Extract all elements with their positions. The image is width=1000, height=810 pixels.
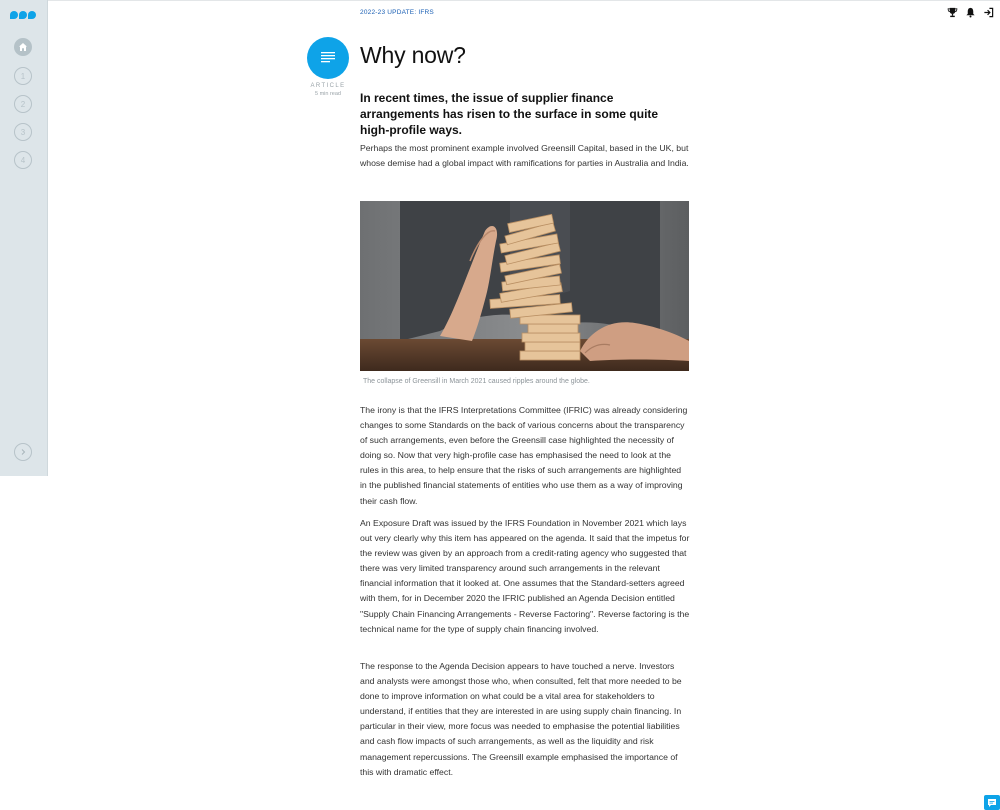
sidebar-step-3[interactable]: 3 (14, 123, 32, 141)
top-toolbar (947, 7, 994, 18)
image-caption: The collapse of Greensill in March 2021 caused ripples around the globe. (363, 378, 590, 385)
breadcrumb[interactable]: 2022-23 UPDATE: IFRS (360, 9, 434, 16)
read-time: 5 min read (315, 91, 341, 97)
article-type-label: ARTICLE (310, 83, 346, 89)
intro-paragraph: Perhaps the most prominent example involved Greensill Capital, based in the UK, but whose demise had a global impact with ramifications for parties in Australia and India. (360, 143, 689, 169)
sidebar-step-2[interactable]: 2 (14, 95, 32, 113)
logo-dot-3 (28, 11, 36, 19)
article-badge (307, 37, 349, 79)
logo-dot-1 (10, 11, 18, 19)
chat-icon (987, 798, 997, 808)
sidebar-next-button[interactable] (14, 443, 32, 461)
sidebar (0, 0, 48, 476)
sidebar-step-4[interactable]: 4 (14, 151, 32, 169)
lead-paragraph: In recent times, the issue of supplier finance arrangements has risen to the surface in some quite high-profile ways. (360, 91, 659, 137)
chat-button[interactable] (984, 795, 1000, 810)
sidebar-step-1[interactable]: 1 (14, 67, 32, 85)
article-lines-icon (319, 50, 337, 66)
bell-icon[interactable] (965, 7, 976, 18)
trophy-icon[interactable] (947, 7, 958, 18)
jenga-tower-illustration (360, 201, 689, 371)
chevron-right-icon (19, 448, 27, 456)
hero-image (360, 201, 689, 371)
body-paragraph-3: The response to the Agenda Decision appears to have touched a nerve. Investors and analysts were amongst those who, when consulted, felt that more needed to be done to improve information on what could be a vital area for stakeholders to understand, if entities that they are interested in are using supply chain financing. In particular in their view, more focus was needed to emphasise the potential liabilities and cash flow impacts of such arrangements, as well as the liquidity and risk management repercussions. The Greensill example emphasised the importance of this with dramatic effect. (360, 661, 682, 777)
sidebar-home-button[interactable] (14, 38, 32, 56)
top-border (0, 0, 1000, 1)
page-title: Why now? (360, 42, 466, 68)
logout-icon[interactable] (983, 7, 994, 18)
body-paragraph-1: The irony is that the IFRS Interpretations Committee (IFRIC) was already considering changes to some Standards on the back of various concerns about the transparency of such arrangements, even before the Greensill case highlighted the necessity of doing so. Now that very high-profile case has emphasised the need to look at the rules in this area, to help ensure that the risks of such arrangements are highlighted in the published financial statements of entities who use them as a way of improving their cash flow. (360, 405, 688, 506)
home-icon (18, 42, 28, 52)
logo[interactable] (10, 11, 36, 19)
logo-dot-2 (19, 11, 27, 19)
body-paragraph-2: An Exposure Draft was issued by the IFRS Foundation in November 2021 which lays out very clearly why this item has appeared on the agenda. It said that the impetus for the review was given by an approach from a credit-rating agency who suggested that there was very limited transparency around such arrangements in the relevant financial information that it looked at. One assumes that the Standard-setters agreed with them, for in December 2020 the IFRIC published an Agenda Decision entitled "Supply Chain Financing Arrangements - Reverse Factoring". Reverse factoring is the technical name for the type of supply chain financing involved. (360, 518, 690, 634)
